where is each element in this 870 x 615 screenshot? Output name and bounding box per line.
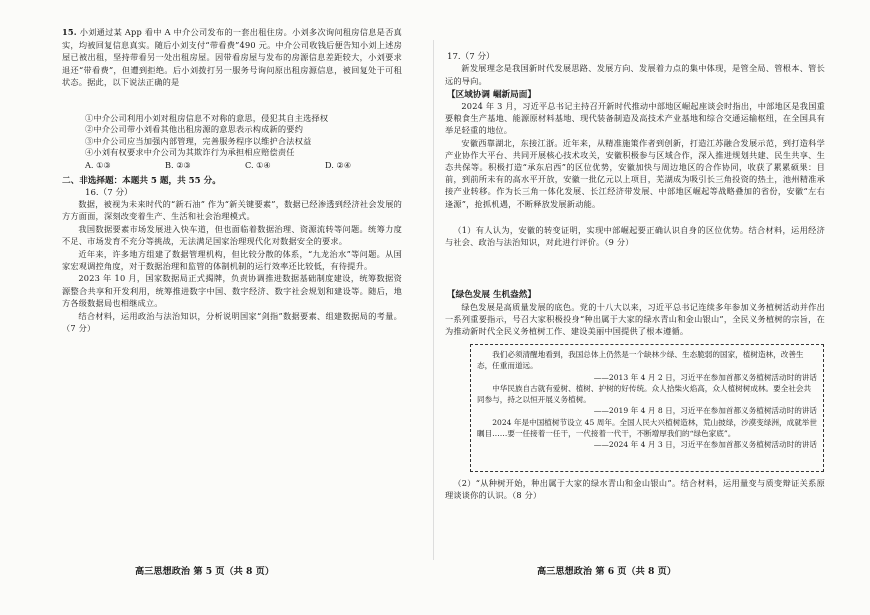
quote-1-source: ——2013 年 4 月 2 日，习近平在参加首都义务植树活动时的讲话	[593, 372, 817, 382]
q15-option-d[interactable]: D. ②④	[325, 160, 352, 170]
q16-p2: 我国数据要素市场发展进入快车道，但也面临着数据治理、资源流转等问题。统筹力度不足、市场发育不充分等挑战，无法满足国家治理现代化对数据安全的要求。	[62, 223, 402, 247]
q16-header: 16.（7 分）	[85, 188, 133, 198]
section2-title: 二、非选择题：本题共 5 题，共 55 分。	[62, 176, 221, 186]
block1-material	[445, 100, 825, 210]
q15-items	[85, 113, 405, 159]
q15-options	[85, 160, 405, 172]
q16-material	[62, 198, 402, 334]
block1-title: 【区域协调 崛新局面】	[447, 90, 536, 100]
q16-p3: 近年来，许多地方组建了数据管理机构，但比较分散的体系，“九龙治水”等问题。从国家宏观调控角度，对于数据治理和监管的体制机制的运行效率还比较低，有待提升。	[62, 248, 402, 272]
q16-p5: 结合材料，运用政治与法治知识，分析说明国家“剑指”数据要素、组建数据局的考量。（7 分）	[62, 310, 402, 334]
block1-p1: 2024 年 3 月，习近平总书记主持召开新时代推动中部地区崛起座谈会时指出，中部地区是我国重要粮食生产基地、能源原材料基地、现代装备制造及高技术产业基地和综合交通运输枢纽，在全国具有举足轻重的地位。	[445, 101, 825, 136]
q15-stem	[62, 26, 402, 89]
quote-2-source: ——2019 年 4 月 8 日，习近平在参加首都义务植树活动时的讲话	[593, 406, 817, 416]
left-footer: 高三思想政治 第 5 页（共 8 页）	[135, 566, 275, 577]
right-page	[435, 0, 870, 615]
right-footer: 高三思想政治 第 6 页（共 8 页）	[537, 566, 677, 577]
q15-item-1: ①中介公司利用小刘对租房信息不对称的意思，侵犯其自主选择权	[85, 113, 329, 123]
quote-3-text: 2024 年是中国植树节设立 45 周年。全国人民大兴植树造林，荒山披绿，沙漠变绿洲，成就举世瞩目……要一任接着一任干，一代接着一代干，不断增厚我们的“绿色家底”。	[477, 417, 817, 439]
block2-title: 【绿色发展 生机盎然】	[447, 290, 536, 300]
q15-number: 15.	[62, 27, 77, 37]
block1-p2: 安徽西靠湖北，东接江浙。近年来，从精准施策作者到创新，打造江苏融合发展示范，到打造科学产业协作大平台、共同开展核心技术攻关，安徽积极参与区域合作，深入推进规划共建、民生共享、生态共保等。积极打造“承东启西”的区位优势，安徽加快与周边地区的合作协同，收获了累累硕果：目前，到前所未有的高水平开放，安徽一批亿元以上项目，芜湖成为吸引长三角投资的热土，池州精准承接产业转移。作为长三角一体化发展、长江经济带发展、中部地区崛起等战略叠加的省份，安徽“左右逢源”，抢抓机遇，不断释放发展新动能。	[445, 137, 825, 209]
q16-p1: 数据，被视为未来时代的“新石油” 作为“新关键要素”，数据已经渗透到经济社会发展的方方面面，深刻改变着生产、生活和社会治理模式。	[62, 199, 402, 222]
block1-question: （1）有人认为，安徽的转变证明，实现中部崛起要正确认识自身的区位优势。结合材料，运用经济与社会、政治与法治知识，对此进行评价。（9 分）	[445, 225, 825, 248]
quote-3-source: ——2024 年 4 月 3 日，习近平在参加首都义务植树活动时的讲话	[593, 440, 817, 450]
quote-1-text: 我们必须清醒地看到，我国总体上仍然是一个缺林少绿、生态脆弱的国家，植树造林，改善生态，任重而道远。	[477, 350, 804, 371]
q15-item-4: ④小刘有权要求中介公司为其欺诈行为承担相应赔偿责任	[85, 147, 295, 158]
block2-intro: 绿色发展是高质量发展的底色。党的十八大以来，习近平总书记连续多年参加义务植树活动并作出一系列重要指示，号召大家积极投身“种出属于大家的绿水青山和金山银山”，全民义务植树的宗旨，在为推动新时代全民义务植树工作、建设美丽中国提供了根本遵循。	[445, 302, 825, 336]
q15-option-c[interactable]: C. ①④	[245, 160, 271, 170]
q17-intro: 新发展理念是我国新时代发展思路、发展方向、发展着力点的集中体现，是管全局、管根本、管长远的导向。	[445, 63, 825, 86]
page-divider	[433, 40, 434, 560]
q15-item-3: ③中介公司应当加强内部管理，完善服务程序以维护合法权益	[85, 135, 312, 146]
q15-stem-text: 小刘通过某 App 看中 A 中介公司发布的一套出租住房。小刘多次询问租房信息是否真实，均被回复信息真实。随后小刘支付“带看费”490 元。中介公司收钱后便告知小刘上述房屋已被出租，坚持带看另一处出租房屋。因带看房屋与发布的房源信息差距较大，小刘要求退还“带看费”，但遭到拒绝。后小刘拨打另一服务号询问原出租房源信息，被回复处于可租状态。据此，以下说法正确的是	[62, 27, 402, 88]
q17-header: 17.（7 分）	[447, 52, 495, 62]
q15-item-2: ②中介公司带小刘看其他出租房源的意思表示构成新的要约	[85, 124, 304, 135]
block2-question: （2）“从种树开始，种出属于大家的绿水青山和金山银山”。结合材料，运用量变与质变辩证关系原理谈谈你的认识。（8 分）	[445, 478, 825, 501]
q15-option-a[interactable]: A. ①③	[85, 160, 111, 170]
q15-option-b[interactable]: B. ②③	[165, 160, 191, 170]
quote-2-text: 中华民族自古就有爱树、植树、护树的好传统。众人拾柴火焰高，众人植树树成林。要全社会共同参与，持之以恒开展义务植树。	[477, 383, 812, 405]
quotes-box	[470, 344, 824, 472]
q16-p4: 2023 年 10 月，国家数据局正式揭牌，负责协调推进数据基础制度建设，统筹数据资源整合共享和开发利用，统筹推进数字中国、数字经济、数字社会规划和建设等。随后，地方各级数据局也相继成立。	[62, 273, 402, 309]
